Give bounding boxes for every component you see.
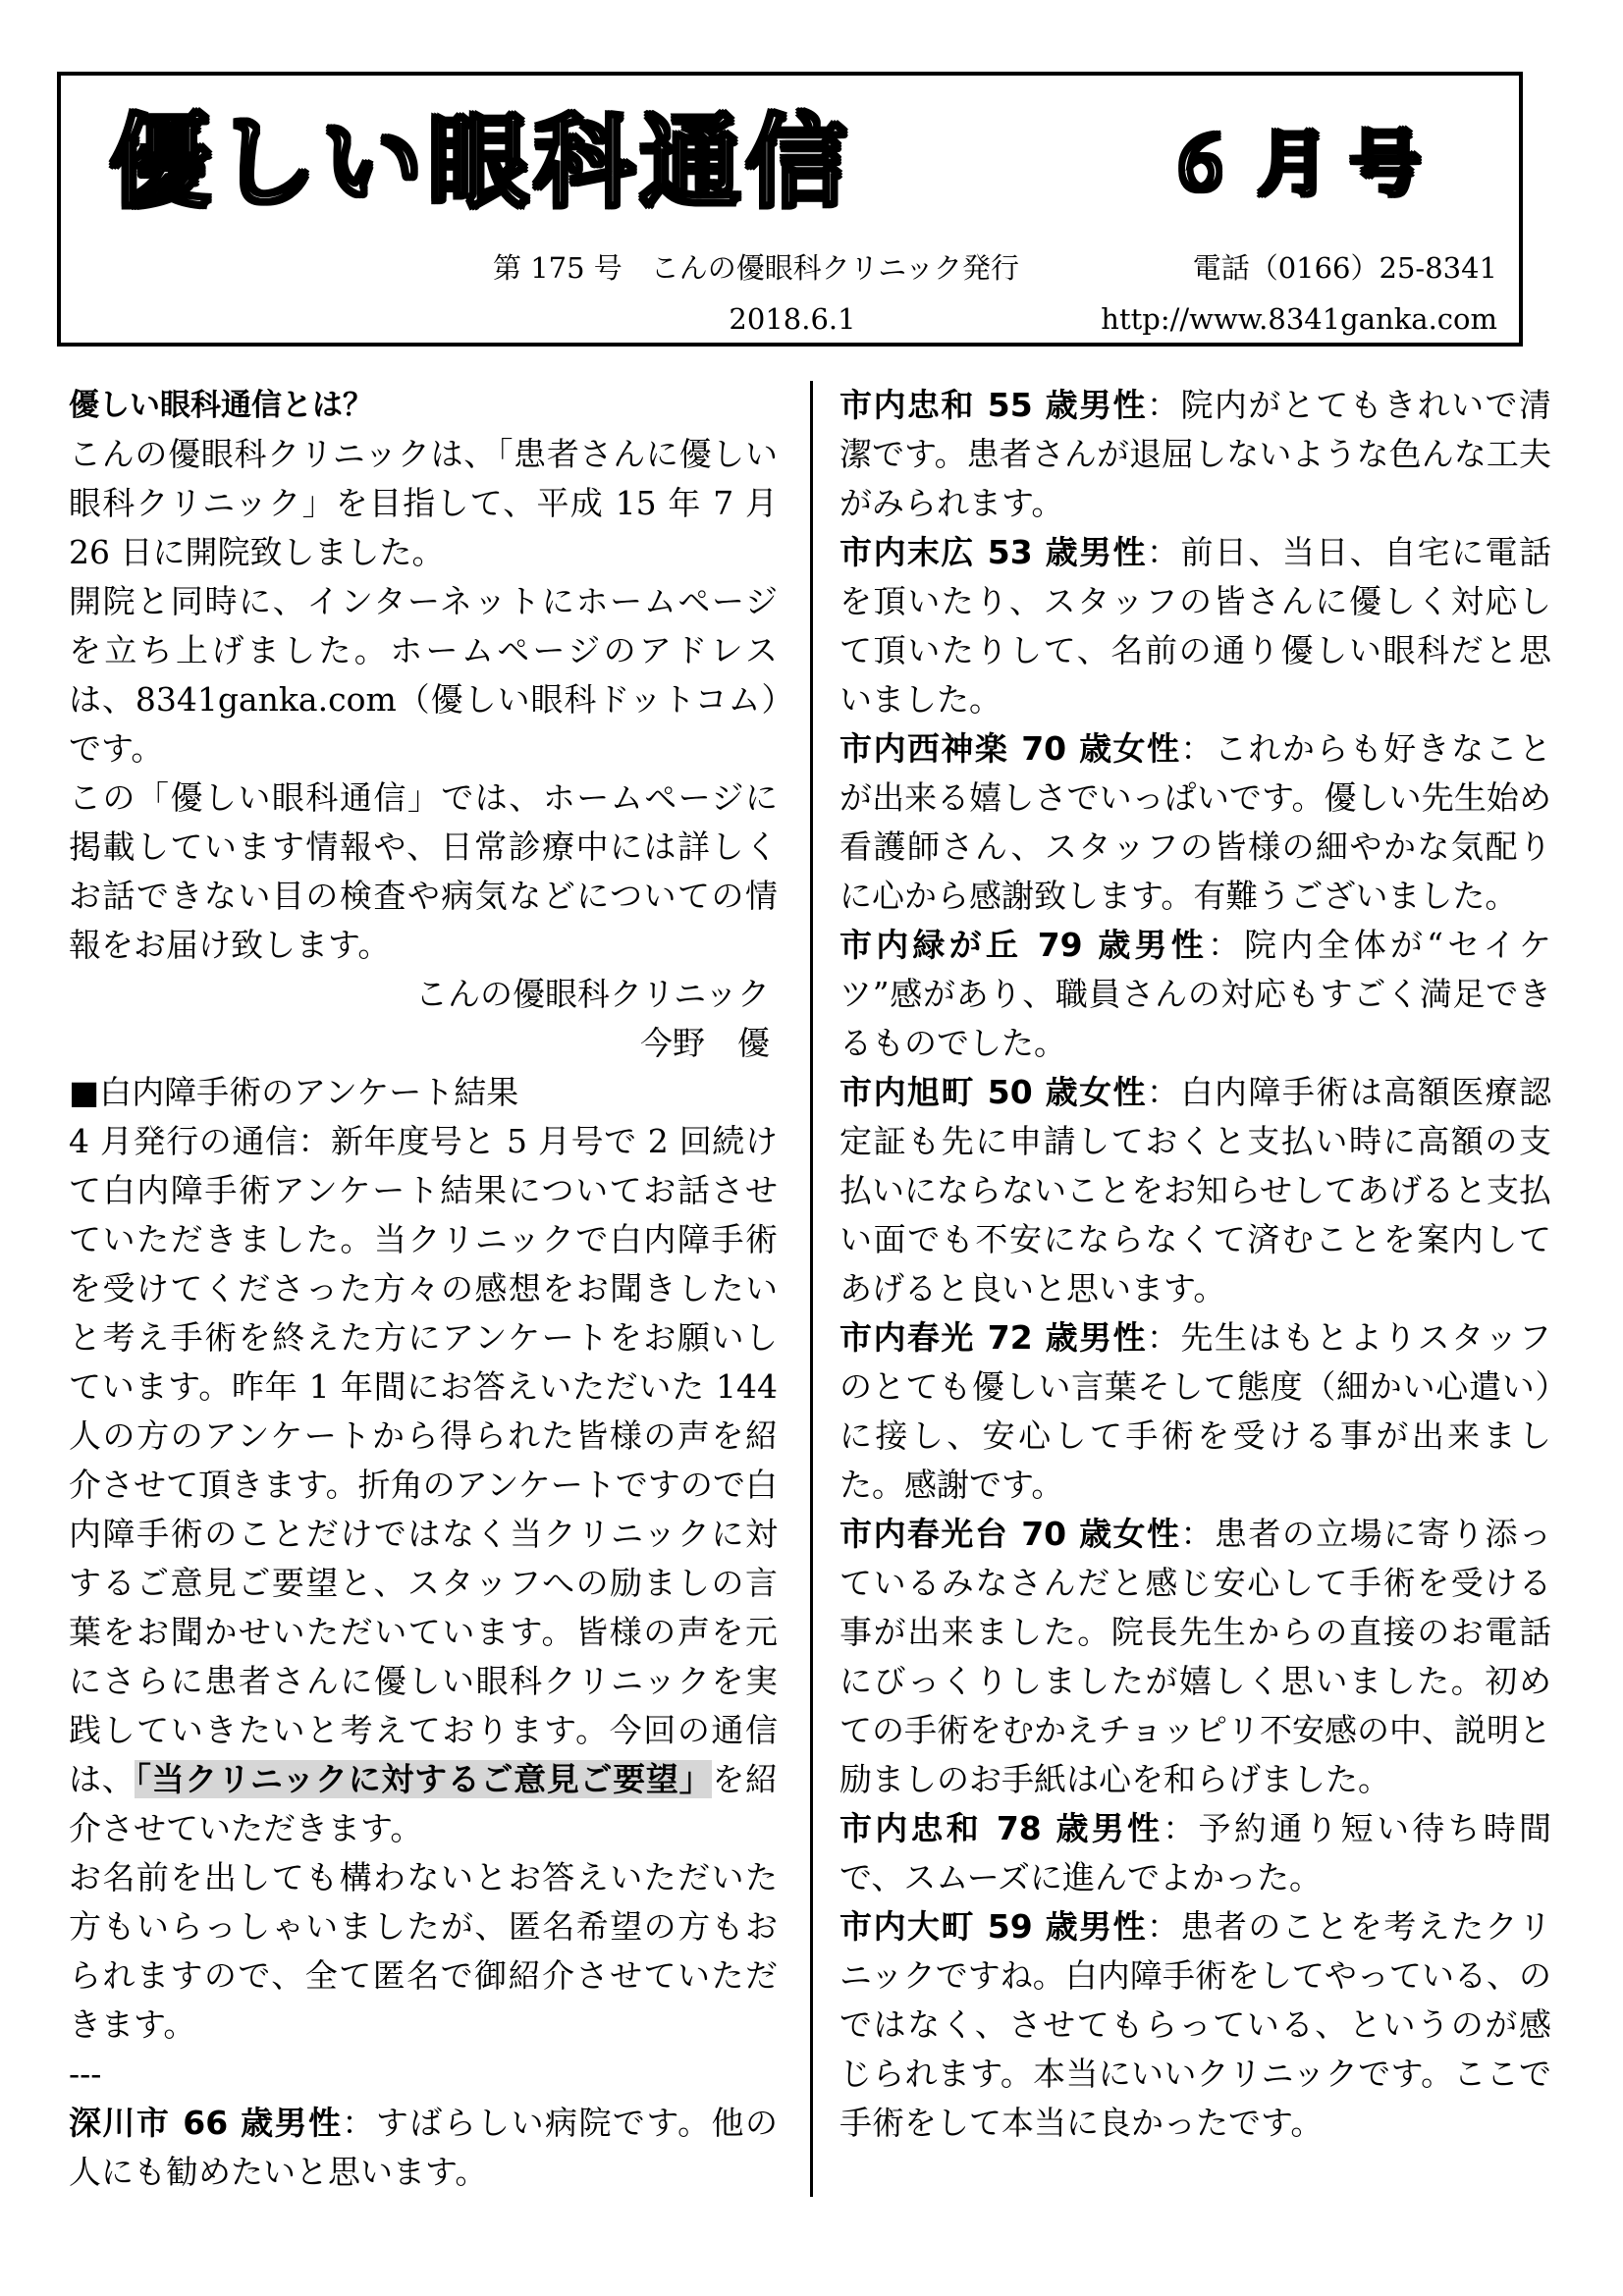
survey-paragraph bbox=[69, 1117, 778, 1853]
anonymity-note: お名前を出しても構わないとお答えいただいた方もいらっしゃいましたが、匿名希望の方もおられますので、全て匿名で御紹介させていただきます。 bbox=[69, 1858, 779, 2044]
testimonial-colon: ： bbox=[1147, 386, 1181, 424]
testimonial-colon: ： bbox=[1147, 1907, 1181, 1946]
testimonial-colon: ： bbox=[342, 2104, 376, 2142]
testimonial-text: 患者のことを考えたクリニックですね。白内障手術をしてやっている、のではなく、させてもらっている、というのが感じられます。本当にいいクリニックです。ここで手術をして本当に良かったです。 bbox=[839, 1907, 1552, 2142]
testimonial-name: 市内忠和 55 歳男性 bbox=[839, 386, 1147, 424]
survey-text-before: 4 月発行の通信：新年度号と 5 月号で 2 回続けて白内障手術アンケート結果についてお話させていただきました。当クリニックで白内障手術を受けてくださった方々の感想をお聞きしたいと考え手術を終えた方にアンケートをお願いしています。昨年 1 年間にお答えいただいた 144 人の方のアンケートから得られた皆様の声を紹介させて頂きます。折角のアンケートですので白内障手術のことだけではなく当クリニックに対するご意見ご要望と、スタッフへの励ましの言葉をお聞かせいただいています。皆様の声を元にさらに患者さんに優しい眼科クリニックを実践していきたいと考えております。今回の通信は、 bbox=[69, 1122, 778, 1798]
survey-heading: ■白内障手術のアンケート結果 bbox=[69, 1073, 519, 1111]
info-spacer bbox=[61, 294, 493, 345]
testimonial-text: すばらしい病院です。他の人にも勧めたいと思います。 bbox=[69, 2104, 778, 2191]
intro-heading: 優しい眼科通信とは？ bbox=[69, 388, 373, 423]
testimonial-text: 患者の立場に寄り添っているみなさんだと感じ安心して手術を受ける事が出来ました。院長先生からの直接のお電話にびっくりしましたが嬉しく思いました。初めての手術をむかえチョッピリ不安感の中、説明と励ましのお手紙は心を和らげました。 bbox=[839, 1515, 1552, 1798]
issue-month-label: ６月号 bbox=[1164, 123, 1442, 205]
header-info-row-2 bbox=[61, 294, 1519, 345]
testimonial-text: 院内がとてもきれいで清潔です。患者さんが退屈しないような色んな工夫がみられます。 bbox=[839, 386, 1552, 522]
info-spacer bbox=[61, 242, 493, 294]
testimonial-name: 市内大町 59 歳男性 bbox=[839, 1907, 1147, 1946]
testimonial-text: 白内障手術は高額医療認定証も先に申請しておくと支払い時に高額の支払いにならないことをお知らせしてあげると支払い面でも不安にならなくて済むことを案内してあげると良いと思います。 bbox=[839, 1073, 1552, 1308]
issue-number-publisher: 第 175 号 こんの優眼科クリニック発行 bbox=[493, 251, 1020, 285]
header-info-row-1 bbox=[61, 242, 1519, 294]
signature-clinic: こんの優眼科クリニック bbox=[414, 975, 770, 1013]
testimonial-colon: ： bbox=[1147, 533, 1181, 571]
testimonial-name: 市内緑が丘 79 歳男性 bbox=[839, 926, 1208, 964]
testimonial bbox=[69, 2099, 778, 2197]
survey-highlight: 「当クリニックに対するご意見ご要望」 bbox=[135, 1760, 713, 1798]
testimonial-text: これからも好きなことが出来る嬉しさでいっぱいです。優しい先生始め看護師さん、スタッフの皆様の細やかな気配りに心から感謝致します。有難うございました。 bbox=[839, 729, 1552, 915]
phone-number: 電話（0166）25-8341 bbox=[1192, 251, 1497, 285]
testimonial bbox=[839, 528, 1551, 724]
left-column bbox=[69, 381, 778, 2197]
testimonial-name: 市内忠和 78 歳男性 bbox=[839, 1809, 1163, 1847]
newsletter-title: 優しい眼科通信 bbox=[110, 105, 852, 222]
testimonial-colon: ： bbox=[1163, 1809, 1199, 1847]
testimonial bbox=[839, 1313, 1551, 1510]
testimonial-colon: ： bbox=[1147, 1318, 1181, 1357]
issue-date: 2018.6.1 bbox=[729, 302, 856, 336]
header-title-row bbox=[61, 76, 1519, 242]
intro-paragraph-3: この「優しい眼科通信」では、ホームページに掲載しています情報や、日常診療中には詳しくお話できない目の検査や病気などについての情報をお届け致します。 bbox=[69, 778, 778, 964]
testimonial-name: 市内西神楽 70 歳女性 bbox=[839, 729, 1181, 768]
testimonial bbox=[839, 1068, 1551, 1313]
testimonial-text: 院内全体が“セイケツ”感があり、職員さんの対応もすごく満足できるものでした。 bbox=[839, 926, 1551, 1062]
testimonial bbox=[839, 921, 1551, 1068]
body-columns bbox=[69, 381, 1551, 2197]
testimonial-text: 前日、当日、自宅に電話を頂いたり、スタッフの皆さんに優しく対応して頂いたりして、名前の通り優しい眼科だと思いました。 bbox=[839, 533, 1552, 719]
header-box bbox=[57, 72, 1523, 347]
testimonial bbox=[839, 1902, 1551, 2148]
testimonial-name: 市内春光台 70 歳女性 bbox=[839, 1515, 1181, 1553]
signature-doctor: 今野 優 bbox=[640, 1024, 770, 1062]
testimonial-name: 市内春光 72 歳男性 bbox=[839, 1318, 1147, 1357]
testimonial-colon: ： bbox=[1147, 1073, 1181, 1111]
testimonial-text: 予約通り短い待ち時間で、スムーズに進んでよかった。 bbox=[839, 1809, 1552, 1896]
testimonial-colon: ： bbox=[1180, 729, 1215, 768]
website-url: http://www.8341ganka.com bbox=[1101, 302, 1497, 336]
testimonial-name: 深川市 66 歳男性 bbox=[69, 2104, 343, 2142]
testimonial bbox=[839, 1804, 1551, 1902]
intro-paragraph-1: こんの優眼科クリニックは、「患者さんに優しい眼科クリニック」を目指して、平成 15 年 7 月 26 日に開院致しました。 bbox=[69, 435, 778, 571]
intro-paragraph-2: 開院と同時に、インターネットにホームページを立ち上げました。ホームページのアドレスは、8341ganka.com（優しい眼科ドットコム）です。 bbox=[69, 582, 778, 768]
separator-dashes: --- bbox=[69, 2055, 102, 2093]
testimonial bbox=[839, 724, 1551, 921]
testimonial bbox=[839, 1510, 1551, 1804]
survey-text-after: を紹介させていただきます。 bbox=[69, 1760, 779, 1847]
testimonial bbox=[839, 381, 1551, 528]
testimonial-colon: ： bbox=[1207, 926, 1245, 964]
right-column bbox=[810, 381, 1551, 2197]
testimonial-name: 市内末広 53 歳男性 bbox=[839, 533, 1147, 571]
testimonial-text: 先生はもとよりスタッフのとても優しい言葉そして態度（細かい心遣い）に接し、安心して手術を受ける事が出来ました。感謝です。 bbox=[839, 1318, 1552, 1504]
testimonial-name: 市内旭町 50 歳女性 bbox=[839, 1073, 1147, 1111]
testimonial-colon: ： bbox=[1180, 1515, 1215, 1553]
